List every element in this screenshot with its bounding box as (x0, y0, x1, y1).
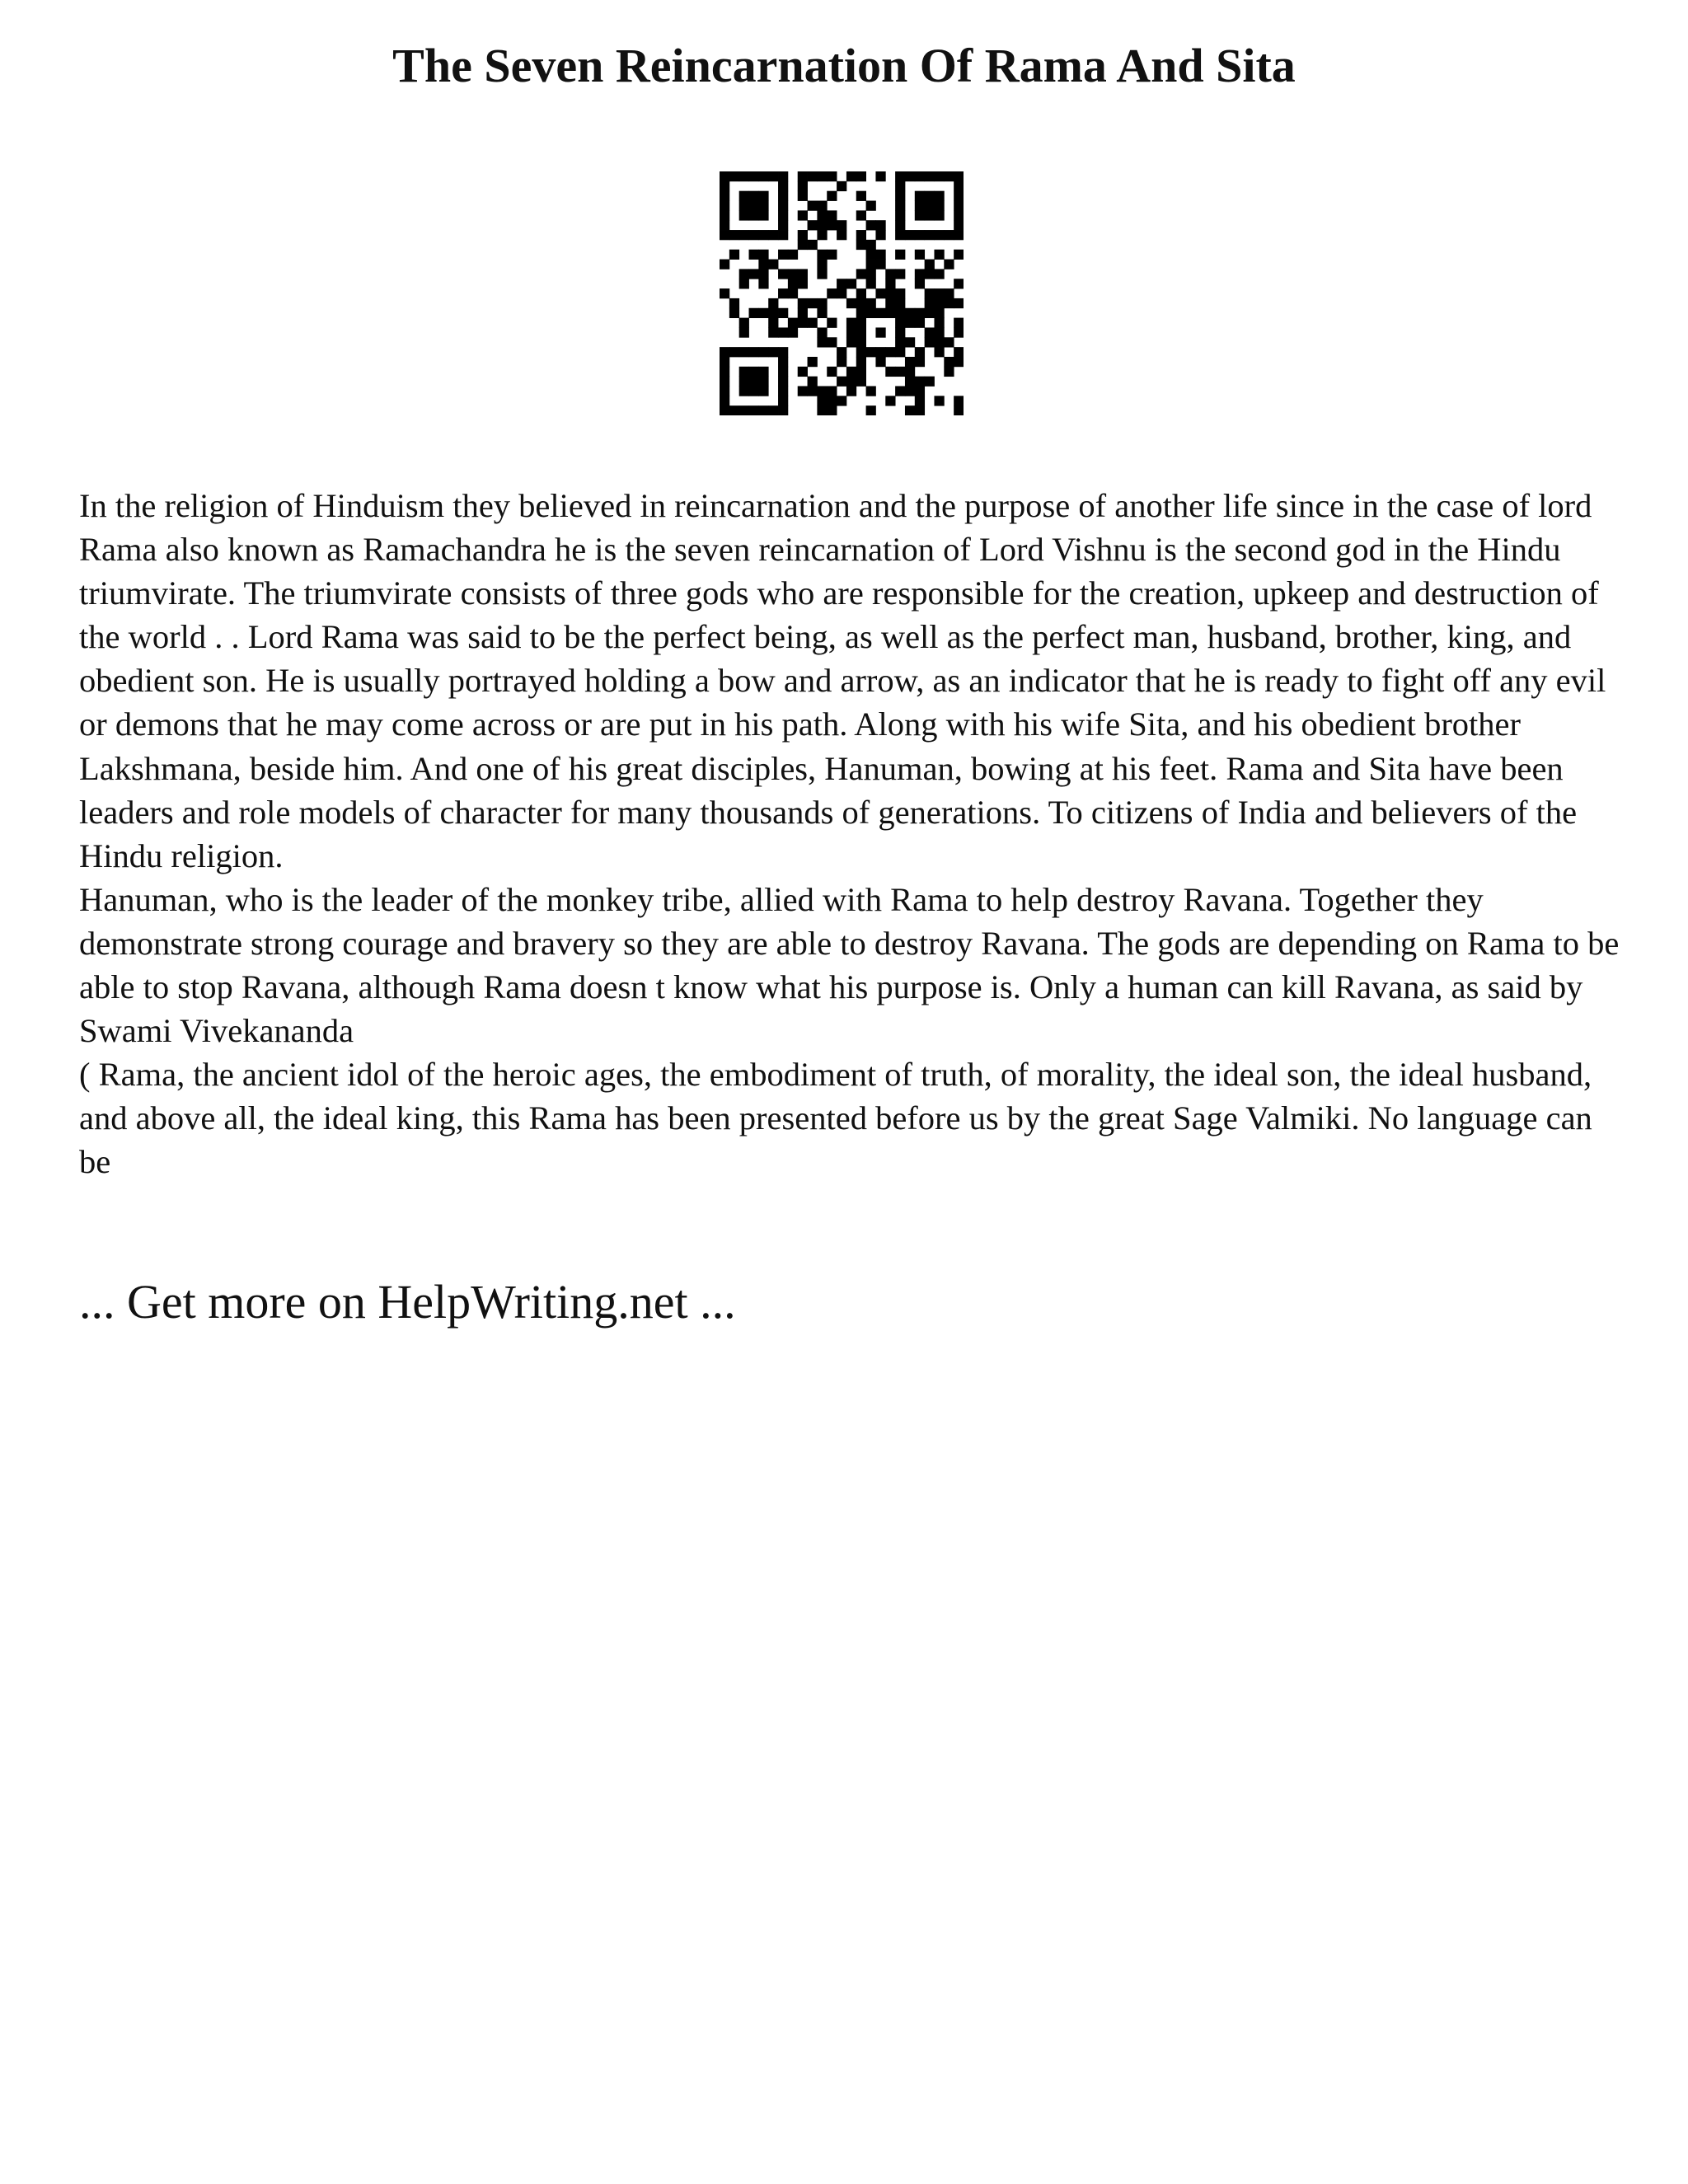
paragraph-3: ( Rama, the ancient idol of the heroic ages, the embodiment of truth, of morality, the ideal son, the ideal husband, and above all, the ideal king, this Rama has been presented before us by the great Sage Valmiki. No language can be (79, 1056, 1592, 1181)
article-body (79, 484, 1629, 1184)
document-title: The Seven Reincarnation Of Rama And Sita (392, 39, 1296, 92)
paragraph-2: Hanuman, who is the leader of the monkey tribe, allied with Rama to help destroy Ravana. Together they demonstrate strong courage and bravery so they are able to destroy Ravana. The gods are depending on Rama to be able to stop Ravana, although Rama doesn t know what his purpose is. Only a human can kill Ravana, as said by Swami Vivekananda (79, 880, 1620, 1050)
get-more-link[interactable]: ... Get more on HelpWriting.net ... (79, 1275, 736, 1329)
paragraph-1: In the religion of Hinduism they believed in reincarnation and the purpose of another life since in the case of lord Rama also known as Ramachandra he is the seven reincarnation of Lord Vishnu is the second god in the Hindu triumvirate. The triumvirate consists of three gods who are responsible for the creation, upkeep and destruction of the world . . Lord Rama was said to be the perfect being, as well as the perfect man, husband, brother, king, and obedient son. He is usually portrayed holding a bow and arrow, as an indicator that he is ready to fight off any evil or demons that he may come across or are put in his path. Along with his wife Sita, and his obedient brother Lakshmana, beside him. And one of his great disciples, Hanuman, bowing at his feet. Rama and Sita have been leaders and role models of character for many thousands of generations. To citizens of India and believers of the Hindu religion. (79, 487, 1606, 874)
qr-code-icon[interactable] (720, 171, 964, 415)
